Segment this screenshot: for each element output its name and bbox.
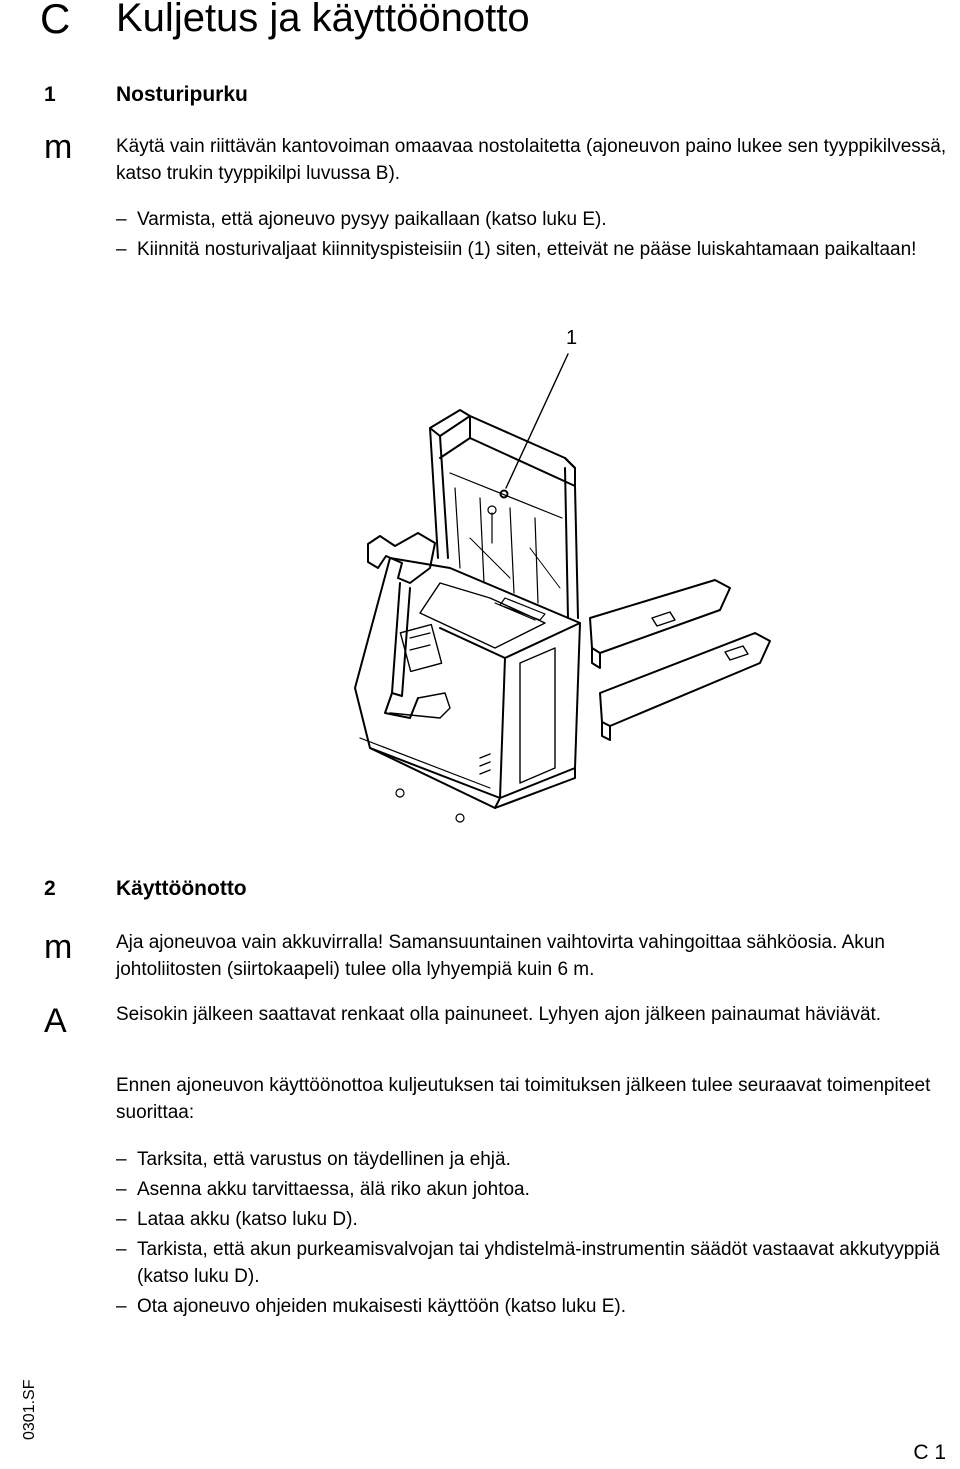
step-text: Varmista, että ajoneuvo pysyy paikallaan (katso luku E). [137, 209, 607, 230]
document-code-text: 0301.SF [21, 1379, 38, 1440]
chapter-title: Kuljetus ja käyttöönotto [116, 0, 530, 40]
dash-bullet: – [116, 1179, 127, 1200]
section-2-warning-text: Aja ajoneuvoa vain akkuvirralla! Samansuuntainen vaihtovirta vahingoittaa sähköosia. Akun johtoliitosten (siirtokaapeli) tulee olla lyhyempiä kuin 6 m. [116, 932, 885, 980]
section-2-step-5 [116, 1293, 956, 1320]
document-code [0, 1354, 38, 1444]
step-text: Tarksita, että varustus on täydellinen ja ehjä. [137, 1149, 511, 1170]
step-text: Tarkista, että akun purkeamisvalvojan tai yhdistelmä-instrumentin säädöt vastaavat akkutyyppiä (katso luku D). [137, 1239, 940, 1287]
fork-left [590, 580, 730, 668]
section-1-step-1 [116, 206, 956, 233]
section-2-step-1 [116, 1146, 956, 1173]
dash-bullet: – [116, 1296, 127, 1317]
warning-symbol: m [44, 928, 73, 966]
dash-bullet: – [116, 209, 127, 230]
section-1-step-2 [116, 236, 956, 263]
truck-body [355, 558, 580, 822]
section-1-title: Nosturipurku [116, 83, 248, 106]
section-2-number: 2 [44, 877, 56, 900]
step-text: Ota ajoneuvo ohjeiden mukaisesti käyttöön (katso luku E). [137, 1296, 626, 1317]
warning-symbol: m [44, 128, 73, 166]
section-2-step-2 [116, 1176, 956, 1203]
section-2-step-3 [116, 1206, 956, 1233]
dash-bullet: – [116, 239, 127, 260]
section-2-intro-text: Ennen ajoneuvon käyttöönottoa kuljeutuksen tai toimituksen jälkeen tulee seuraavat toimenpiteet suorittaa: [116, 1075, 931, 1123]
section-2-note-text: Seisokin jälkeen saattavat renkaat olla painuneet. Lyhyen ajon jälkeen painaumat häviävät. [116, 1004, 882, 1025]
section-2-title: Käyttöönotto [116, 877, 247, 900]
page-reference: C 1 [913, 1441, 946, 1464]
dash-bullet: – [116, 1209, 127, 1230]
section-2-step-4 [116, 1236, 956, 1290]
dash-bullet: – [116, 1239, 127, 1260]
dash-bullet: – [116, 1149, 127, 1170]
step-text: Lataa akku (katso luku D). [137, 1209, 358, 1230]
section-1-number: 1 [44, 83, 56, 106]
section-1-warning-text: Käytä vain riittävän kantovoiman omaavaa nostolaitetta (ajoneuvon paino lukee sen tyyppikilvessä, katso trukin tyyppikilpi luvussa B). [116, 136, 947, 184]
step-text: Kiinnitä nosturivaljaat kiinnityspisteisiin (1) siten, etteivät ne pääse luiskahtamaan paikaltaan! [137, 239, 917, 260]
step-text: Asenna akku tarvittaessa, älä riko akun johtoa. [137, 1179, 530, 1200]
battery-cover [420, 583, 545, 648]
note-symbol: A [44, 1002, 67, 1040]
pallet-truck-figure [330, 318, 955, 863]
fork-right [600, 633, 770, 740]
figure-callout-number: 1 [566, 327, 578, 349]
chapter-letter: C [40, 0, 71, 42]
